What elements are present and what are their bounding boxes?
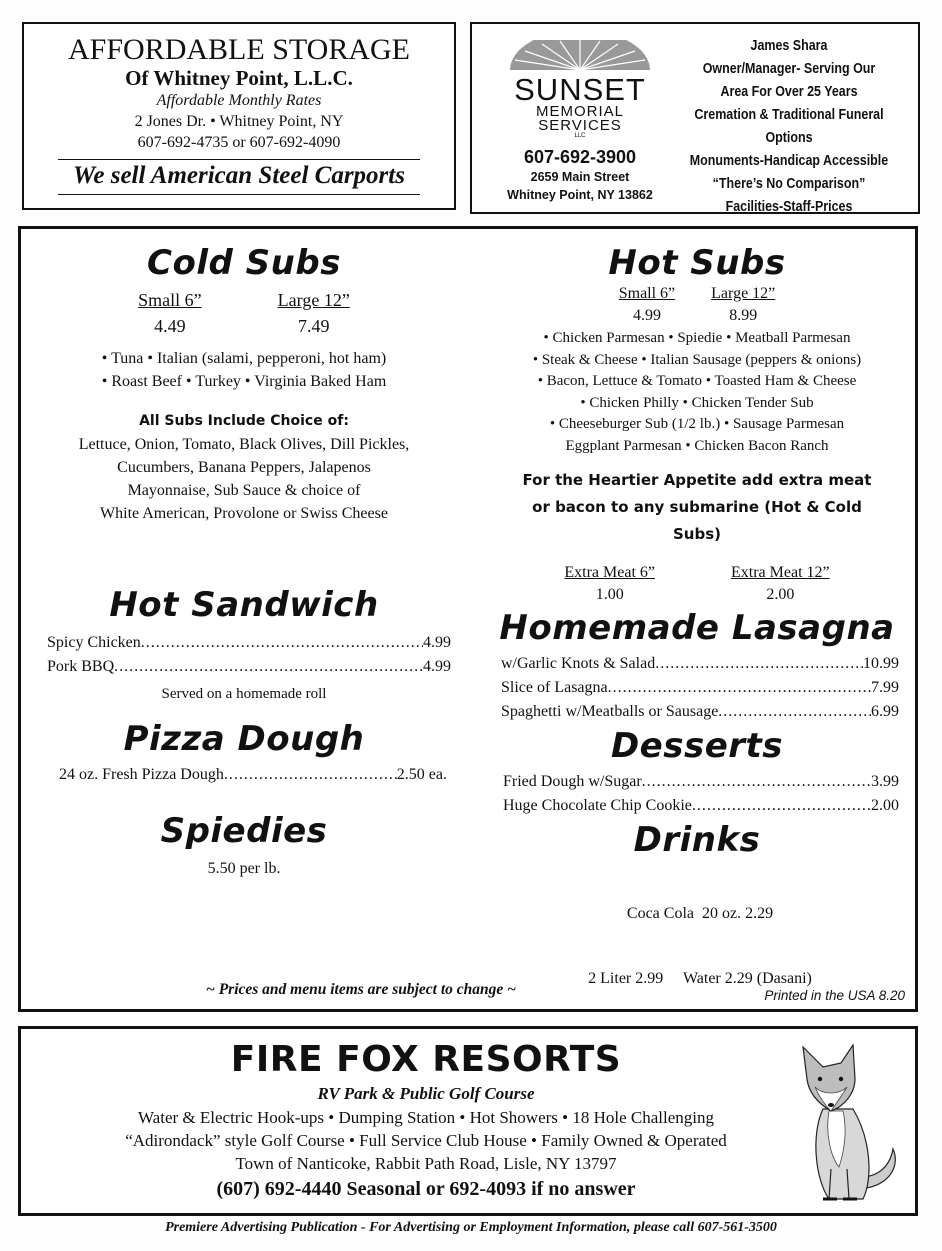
item-name: Pork BBQ: [47, 658, 115, 675]
include-line: Lettuce, Onion, Tomato, Black Olives, Dill Pickles,: [78, 436, 410, 453]
extra-meat-sizes: [479, 562, 915, 606]
hot-subs-sizes: [479, 283, 915, 327]
item-name: Spaghetti w/Meatballs or Sausage: [501, 703, 719, 720]
storage-name: AFFORDABLE STORAGE: [68, 33, 410, 66]
item-price: 10.99: [863, 655, 899, 672]
item-price: 2.00: [871, 797, 899, 814]
firefox-line: Water & Electric Hook-ups • Dumping Station • Hot Showers • 18 Hole Challenging: [138, 1108, 714, 1127]
item-price: 4.99: [423, 658, 451, 675]
heartier-note: For the Heartier Appetite add extra meat or bacon to any submarine (Hot & Cold Subs): [522, 471, 872, 543]
cold-subs-sizes: [21, 287, 467, 339]
firefox-title: FIRE FOX RESORTS: [230, 1039, 622, 1080]
footer-note: Premiere Advertising Publication - For Advertising or Employment Information, please call 607-561-3500: [165, 1220, 777, 1235]
sunset-line: Facilities-Staff-Prices: [725, 199, 853, 215]
hot-sandwich-title: Hot Sandwich: [109, 585, 379, 625]
item-price: 6.99: [871, 703, 899, 720]
printed-note: Printed in the USA 8.20: [764, 988, 905, 1003]
firefox-line: “Adirondack” style Golf Course • Full Service Club House • Family Owned & Operated: [125, 1131, 727, 1150]
sunset-logo-name: SUNSET: [514, 72, 646, 107]
menu-panel: [18, 226, 918, 1012]
item-name: w/Garlic Knots & Salad: [501, 655, 656, 672]
hot-small-price: 4.99: [632, 307, 661, 324]
divider: [58, 194, 420, 195]
spiedies-price: 5.50 per lb.: [207, 860, 281, 877]
sunset-phone: 607-692-3900: [523, 147, 637, 167]
hot-small-label: Small 6”: [618, 285, 676, 302]
sunset-street: 2659 Main Street: [530, 170, 630, 184]
desserts-title: Desserts: [610, 726, 784, 766]
menu-item: [59, 763, 447, 787]
hot-large-label: Large 12”: [711, 285, 776, 302]
lasagna-list: [501, 652, 899, 724]
include-heading: All Subs Include Choice of:: [139, 413, 349, 429]
menu-item: [501, 676, 899, 700]
menu-item: [501, 700, 899, 724]
menu-item: [501, 652, 899, 676]
drinks-title: Drinks: [633, 820, 761, 860]
hot-subs-line: • Bacon, Lettuce & Tomato • Toasted Ham & Cheese: [537, 373, 857, 389]
include-line: Mayonnaise, Sub Sauce & choice of: [127, 482, 361, 499]
hot-subs-list: [479, 328, 915, 457]
extra-large-price: 2.00: [766, 586, 795, 603]
extra-large-label: Extra Meat 12”: [731, 564, 830, 581]
sunburst-icon: [505, 40, 655, 70]
hot-sandwich-list: [47, 631, 451, 679]
menu-item: [503, 770, 899, 794]
sunset-line: Area For Over 25 Years: [720, 84, 858, 100]
item-price: 2.50 ea.: [396, 766, 447, 783]
drinks-line: 2 Liter 2.99 Water 2.29 (Dasani): [588, 969, 812, 987]
hot-large-price: 8.99: [729, 307, 758, 324]
item-name: Huge Chocolate Chip Cookie: [503, 797, 692, 814]
sunset-memorial-ad: [470, 22, 920, 214]
menu-left-column: [21, 229, 467, 880]
cold-large-price: 7.49: [297, 316, 330, 336]
firefox-text: [21, 1029, 831, 1203]
firefox-resorts-ad: [18, 1026, 918, 1216]
hot-subs-line: • Steak & Cheese • Italian Sausage (peppers & onions): [532, 351, 862, 368]
sunset-line: James Shara: [750, 38, 828, 54]
item-name: Fried Dough w/Sugar: [503, 773, 642, 790]
drinks-line: Coca Cola 20 oz. 2.29: [626, 905, 774, 922]
item-name: Slice of Lasagna: [501, 679, 608, 696]
extra-small-label: Extra Meat 6”: [564, 564, 655, 581]
menu-item: [47, 631, 451, 655]
cold-large-label: Large 12”: [277, 290, 350, 310]
firefox-line: Town of Nanticoke, Rabbit Path Road, Lisle, NY 13797: [235, 1154, 617, 1173]
sunset-line: Cremation & Traditional Funeral Options: [694, 107, 884, 146]
sunset-logo-services: SERVICES: [538, 117, 622, 134]
desserts-list: [503, 770, 899, 818]
sunset-logo-llc: LLC: [574, 133, 586, 139]
sunset-line: “There’s No Comparison”: [712, 176, 866, 192]
sunset-logo-memorial: MEMORIAL: [535, 103, 624, 120]
sunset-city: Whitney Point, NY 13862: [507, 188, 653, 202]
storage-subname: Of Whitney Point, L.L.C.: [125, 66, 353, 90]
affordable-storage-ad: [22, 22, 456, 210]
disclaimer: ~ Prices and menu items are subject to change ~: [205, 981, 516, 998]
storage-phones: 607-692-4735 or 607-692-4090: [137, 134, 341, 151]
sunset-line: Owner/Manager- Serving Our: [702, 61, 876, 77]
menu-item: [503, 794, 899, 818]
include-line: White American, Provolone or Swiss Cheese: [100, 505, 388, 522]
hot-subs-line: Eggplant Parmesan • Chicken Bacon Ranch: [565, 437, 829, 454]
extra-small-price: 1.00: [595, 586, 624, 603]
item-price: 3.99: [871, 773, 899, 790]
item-price: 7.99: [871, 679, 899, 696]
sunset-logo: [500, 40, 660, 204]
hot-subs-line: • Chicken Parmesan • Spiedie • Meatball Parmesan: [543, 330, 851, 346]
cold-small-label: Small 6”: [138, 290, 202, 310]
include-line: Cucumbers, Banana Peppers, Jalapenos: [117, 459, 371, 476]
spiedies-title: Spiedies: [160, 811, 328, 851]
item-name: 24 oz. Fresh Pizza Dough: [59, 766, 224, 783]
cold-subs-title: Cold Subs: [147, 243, 341, 283]
firefox-phone: (607) 692-4440 Seasonal or 692-4093 if no answer: [216, 1178, 636, 1200]
item-price: 4.99: [423, 634, 451, 651]
hot-subs-title: Hot Subs: [608, 243, 786, 283]
storage-slogan: We sell American Steel Carports: [73, 162, 405, 189]
hot-subs-line: • Chicken Philly • Chicken Tender Sub: [580, 394, 814, 411]
pizza-dough-title: Pizza Dough: [123, 719, 365, 759]
menu-item: [47, 655, 451, 679]
storage-address: 2 Jones Dr. • Whitney Point, NY: [134, 113, 344, 130]
menu-right-column: [479, 229, 915, 1161]
cold-subs-line: • Roast Beef • Turkey • Virginia Baked Ham: [101, 373, 387, 390]
cold-small-price: 4.49: [154, 316, 186, 336]
lasagna-title: Homemade Lasagna: [499, 608, 895, 648]
sunset-details: [682, 35, 897, 219]
fox-icon: [793, 1039, 903, 1209]
firefox-subtitle: RV Park & Public Golf Course: [317, 1084, 535, 1103]
cold-subs-line: • Tuna • Italian (salami, pepperoni, hot ham): [101, 350, 387, 367]
hot-sandwich-note: Served on a homemade roll: [161, 686, 327, 702]
hot-subs-line: • Cheeseburger Sub (1/2 lb.) • Sausage Parmesan: [549, 416, 845, 432]
storage-tagline: Affordable Monthly Rates: [156, 92, 322, 109]
sunset-line: Monuments-Handicap Accessible: [689, 153, 889, 169]
item-name: Spicy Chicken: [47, 634, 141, 651]
